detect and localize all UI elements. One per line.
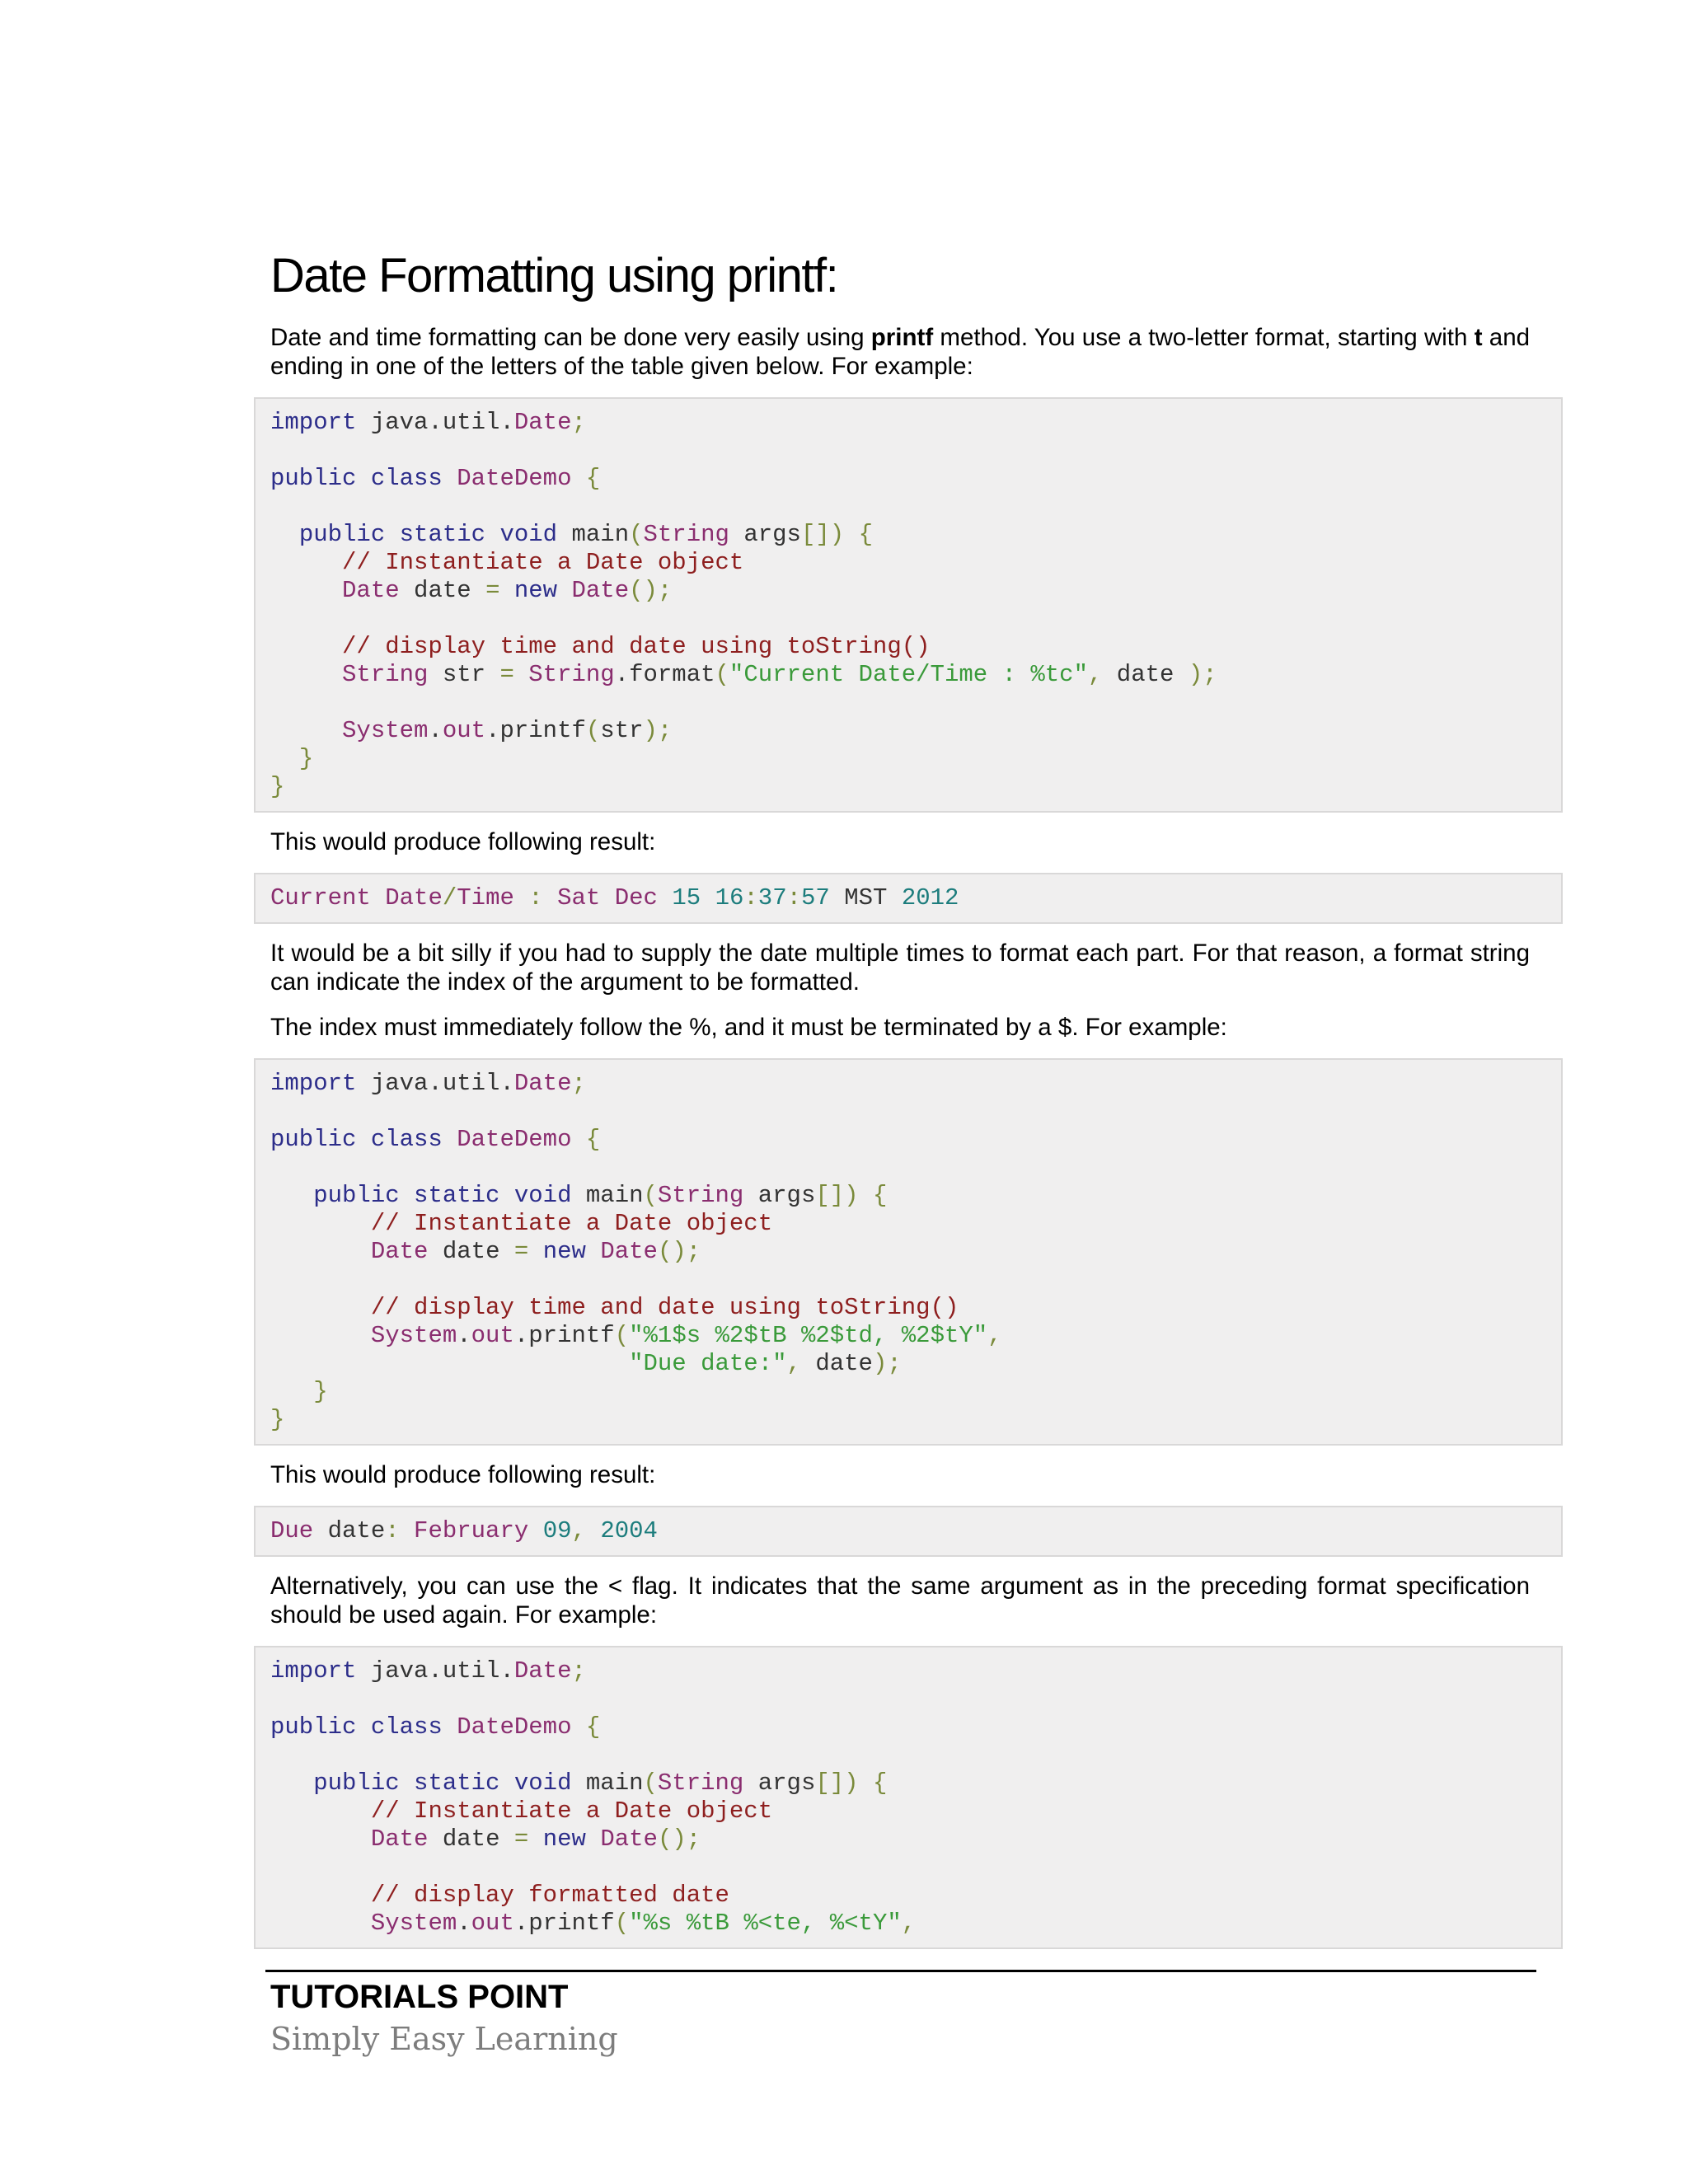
code-line [270, 1517, 1546, 1545]
code-token: out [471, 1321, 514, 1349]
code-token: .printf [513, 1909, 615, 1937]
code-token [443, 1126, 457, 1153]
code-token [270, 1910, 371, 1937]
code-token: // Instantiate a Date object [370, 1797, 773, 1825]
code-token [499, 577, 513, 604]
code-token: args [743, 1769, 816, 1797]
code-token: Date [513, 1069, 572, 1097]
code-token: date [428, 1825, 514, 1853]
paragraph-index: The index must immediately follow the %, and it must be terminated by a $. For example: [270, 1013, 1227, 1041]
code-token [571, 1126, 585, 1153]
code-token [528, 1238, 542, 1265]
code-token: args [743, 1181, 816, 1209]
output-listing-2 [270, 1517, 1546, 1545]
output-listing-1 [270, 884, 1546, 912]
code-token: new [542, 1237, 586, 1265]
code-token: // display time and date using toString() [342, 632, 931, 660]
code-token: args [729, 520, 801, 548]
code-token: MST [829, 883, 902, 912]
code-line [270, 1350, 1546, 1378]
code-token: public class [270, 1713, 443, 1741]
code-line [270, 521, 1546, 549]
code-token: ( [643, 1181, 658, 1209]
code-token [571, 1713, 585, 1741]
code-token: java.util. [356, 1657, 514, 1685]
document-page [270, 247, 1530, 1964]
code-token: DateDemo [457, 464, 572, 492]
code-line [270, 605, 1546, 633]
code-token: , [786, 1349, 801, 1377]
code-token: System [370, 1909, 457, 1937]
code-token: = [485, 576, 500, 604]
code-token: = [513, 1825, 529, 1853]
code-token: Sat [557, 883, 601, 912]
code-line [270, 1882, 1546, 1910]
code-token [859, 1182, 873, 1209]
code-token [270, 549, 342, 576]
code-token: java.util. [356, 408, 514, 436]
code-token: import [270, 408, 357, 436]
code-token: ; [571, 408, 586, 436]
code-token: (); [629, 576, 673, 604]
code-line [270, 1210, 1546, 1238]
code-token: str [428, 660, 500, 688]
code-token [586, 1825, 600, 1853]
code-token [557, 577, 571, 604]
code-token: new [542, 1825, 586, 1853]
footer-rule [265, 1970, 1536, 1972]
code-listing-3 [270, 1657, 1546, 1938]
code-token: import [270, 1657, 357, 1685]
code-line [270, 1070, 1546, 1098]
code-token: ); [1188, 660, 1217, 688]
code-token: public static void [313, 1769, 572, 1797]
code-token: 37 [757, 883, 787, 912]
code-line [270, 409, 1546, 437]
code-line [270, 465, 1546, 493]
page-title: Date Formatting using printf: [270, 249, 838, 302]
code-token: { [872, 1769, 888, 1797]
code-token: DateDemo [457, 1125, 572, 1153]
code-token: Date [370, 1237, 429, 1265]
code-token [270, 1350, 629, 1377]
code-token: Date [571, 576, 630, 604]
code-token [270, 717, 342, 744]
code-line [270, 1769, 1546, 1797]
intro-paragraph [270, 323, 1530, 381]
code-token: Date [370, 1825, 429, 1853]
code-token [658, 884, 672, 912]
code-token: // Instantiate a Date object [342, 548, 744, 576]
code-line [270, 1657, 1546, 1685]
footer-tagline: Simply Easy Learning [270, 2021, 618, 2057]
code-token [270, 1797, 371, 1825]
code-token: 09 [542, 1516, 572, 1544]
code-token: Dec [614, 883, 658, 912]
code-token [571, 465, 585, 492]
code-token: "Current Date/Time : %tc" [729, 660, 1088, 688]
code-token: } [270, 1405, 285, 1433]
code-token: } [298, 744, 314, 772]
code-line [270, 689, 1546, 717]
code-token [586, 1238, 600, 1265]
code-token: : [385, 1516, 400, 1544]
code-token: 2012 [901, 883, 959, 912]
code-token [443, 1713, 457, 1741]
code-token [543, 884, 557, 912]
code-line [270, 1238, 1546, 1266]
code-token: / [442, 883, 457, 912]
code-token: 57 [801, 883, 830, 912]
code-line [270, 493, 1546, 521]
code-line [270, 549, 1546, 577]
code-token [586, 1517, 600, 1544]
code-token: (); [657, 1237, 701, 1265]
code-token: ; [571, 1069, 586, 1097]
code-line [270, 1713, 1546, 1741]
code-token: java.util. [356, 1069, 514, 1097]
code-token: . [457, 1909, 471, 1937]
code-token: . [428, 716, 443, 744]
code-token: new [513, 576, 558, 604]
code-token: : [743, 883, 758, 912]
code-line [270, 1294, 1546, 1322]
code-token: ); [643, 716, 673, 744]
code-line [270, 1098, 1546, 1126]
code-token: = [513, 1237, 529, 1265]
code-line [270, 1322, 1546, 1350]
result-label-1: This would produce following result: [270, 827, 656, 855]
code-block-3 [254, 1646, 1563, 1949]
code-token: Date [513, 408, 572, 436]
code-token: ( [614, 1909, 630, 1937]
code-token: Time [457, 883, 514, 912]
code-token: February [414, 1516, 529, 1544]
code-token: .format [614, 660, 715, 688]
t-bold: t [1474, 323, 1483, 351]
code-token: } [313, 1377, 328, 1405]
code-token: .printf [513, 1321, 615, 1349]
code-block-2 [254, 1058, 1563, 1446]
code-token: public static void [298, 520, 558, 548]
code-token: public static void [313, 1181, 572, 1209]
output-block-2 [254, 1506, 1563, 1557]
code-token: []) [815, 1181, 859, 1209]
code-token: System [342, 716, 429, 744]
code-token [600, 884, 614, 912]
code-token: ( [585, 716, 601, 744]
code-token: { [585, 464, 601, 492]
code-token: String [657, 1181, 744, 1209]
code-token: , [901, 1909, 917, 1937]
code-line [270, 717, 1546, 745]
code-token: 16 [715, 883, 744, 912]
code-token [270, 1378, 313, 1405]
code-token: (); [657, 1825, 701, 1853]
intro-text-1: Date and time formatting can be done very easily using [270, 323, 871, 351]
code-token: Date [342, 576, 400, 604]
code-token: Current [270, 883, 371, 912]
code-token [270, 1182, 313, 1209]
code-token: Date [600, 1237, 658, 1265]
code-token: . [457, 1321, 471, 1349]
code-line [270, 1182, 1546, 1210]
code-token: // display time and date using toString() [370, 1293, 959, 1321]
code-token [859, 1769, 873, 1797]
code-token [514, 884, 528, 912]
code-line [270, 1797, 1546, 1825]
code-token: System [370, 1321, 457, 1349]
code-token: 15 [672, 883, 701, 912]
code-token [701, 884, 715, 912]
code-line [270, 1825, 1546, 1854]
code-token: { [585, 1713, 601, 1741]
code-line [270, 577, 1546, 605]
code-token: Date [385, 883, 443, 912]
output-block-1 [254, 873, 1563, 924]
code-listing-1 [270, 409, 1546, 801]
printf-bold: printf [870, 323, 934, 351]
code-line [270, 1126, 1546, 1154]
code-token: date [313, 1516, 386, 1544]
code-line [270, 773, 1546, 801]
code-token: { [858, 520, 873, 548]
paragraph-alternative: Alternatively, you can use the < flag. It indicates that the same argument as in the preceding format specification should be used again. For example: [270, 1572, 1530, 1629]
code-token: date [399, 576, 486, 604]
code-token: ); [872, 1349, 902, 1377]
code-token: 2004 [600, 1516, 658, 1544]
code-token: []) [800, 520, 845, 548]
code-token: : [786, 883, 802, 912]
code-line [270, 1154, 1546, 1182]
code-token: public class [270, 464, 443, 492]
code-token [528, 1825, 542, 1853]
code-token: = [499, 660, 514, 688]
code-token: { [585, 1125, 601, 1153]
code-token [270, 1238, 371, 1265]
code-listing-2 [270, 1070, 1546, 1434]
code-token [270, 1294, 371, 1321]
code-token: // Instantiate a Date object [370, 1209, 773, 1237]
code-token: main [571, 1769, 644, 1797]
code-token [514, 661, 528, 688]
code-token: { [872, 1181, 888, 1209]
code-token [270, 1825, 371, 1853]
code-line [270, 1910, 1546, 1938]
code-line [270, 884, 1546, 912]
code-token: , [1088, 660, 1103, 688]
code-token: main [557, 520, 630, 548]
code-line [270, 1854, 1546, 1882]
code-line [270, 633, 1546, 661]
code-token: date [428, 1237, 514, 1265]
code-token [270, 633, 342, 660]
code-token [443, 465, 457, 492]
code-token [270, 661, 342, 688]
code-token: // display formatted date [370, 1881, 729, 1909]
code-token: ( [715, 660, 729, 688]
code-token: "Due date:" [629, 1349, 787, 1377]
code-token: []) [815, 1769, 859, 1797]
code-block-1 [254, 397, 1563, 813]
code-token: Date [600, 1825, 658, 1853]
code-token: main [571, 1181, 644, 1209]
code-token: out [442, 716, 486, 744]
paragraph-silly: It would be a bit silly if you had to supply the date multiple times to format each part. For that reason, a format string can indicate the index of the argument to be formatted. [270, 939, 1530, 996]
code-token: date [800, 1349, 873, 1377]
code-token: "%s %tB %<te, %<tY" [629, 1909, 902, 1937]
code-token: ( [629, 520, 644, 548]
code-token: .printf [485, 716, 586, 744]
code-token: Date [513, 1657, 572, 1685]
code-line [270, 745, 1546, 773]
code-token [270, 1882, 371, 1909]
code-token: String [643, 520, 729, 548]
intro-text-2: method. You use a two-letter format, starting with [933, 323, 1475, 351]
code-line [270, 1685, 1546, 1713]
code-token: public class [270, 1125, 443, 1153]
code-line [270, 1406, 1546, 1434]
code-token [270, 1210, 371, 1237]
code-token: Due [270, 1516, 314, 1544]
code-token [270, 1322, 371, 1349]
code-token: ( [614, 1321, 630, 1349]
code-token [270, 577, 342, 604]
code-token: DateDemo [457, 1713, 572, 1741]
code-token: String [657, 1769, 744, 1797]
code-token [270, 745, 299, 772]
code-token [844, 521, 858, 548]
footer-brand: TUTORIALS POINT [270, 1979, 569, 2015]
result-label-2: This would produce following result: [270, 1460, 656, 1488]
code-token [270, 1769, 313, 1797]
code-token: import [270, 1069, 357, 1097]
code-token: , [987, 1321, 1002, 1349]
code-token: "%1$s %2$tB %2$td, %2$tY" [629, 1321, 988, 1349]
code-token [270, 521, 299, 548]
code-line [270, 1378, 1546, 1406]
code-line [270, 661, 1546, 689]
code-line [270, 437, 1546, 465]
code-token: date [1102, 660, 1189, 688]
code-line [270, 1266, 1546, 1294]
code-token [400, 1517, 414, 1544]
intro-text-3: and ending in one of the letters of the table given below. For example: [270, 323, 1531, 380]
code-token: str [600, 716, 644, 744]
code-line [270, 1741, 1546, 1769]
code-token: ; [571, 1657, 586, 1685]
code-token [371, 884, 385, 912]
code-token: : [528, 883, 543, 912]
code-token: ( [643, 1769, 658, 1797]
code-token [528, 1517, 542, 1544]
code-token: out [471, 1909, 514, 1937]
code-token: String [342, 660, 429, 688]
code-token: } [270, 772, 285, 800]
code-token: String [528, 660, 615, 688]
code-token: , [571, 1516, 586, 1544]
